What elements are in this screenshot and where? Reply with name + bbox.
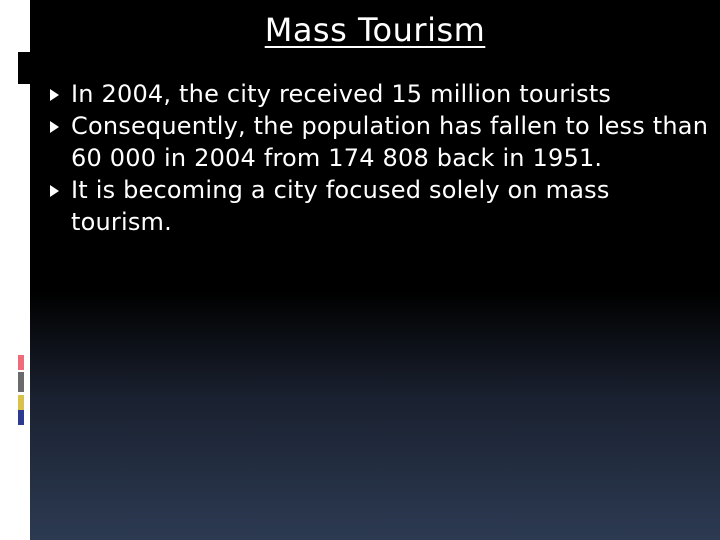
bullet-text: It is becoming a city focused solely on mass tourism. xyxy=(71,176,610,236)
bullet-text: In 2004, the city received 15 million tourists xyxy=(71,80,612,108)
triangle-bullet-icon xyxy=(50,121,59,133)
decor-bar-dark xyxy=(18,52,30,84)
triangle-bullet-icon xyxy=(50,89,59,101)
decor-bar-pink xyxy=(18,355,24,370)
decor-bar-yellow xyxy=(18,395,24,410)
decor-bar-gray xyxy=(18,372,24,392)
bullet-text: Consequently, the population has fallen to less than 60 000 in 2004 from 174 808 back in 1951. xyxy=(71,112,709,172)
triangle-bullet-icon xyxy=(50,185,59,197)
bullet-item xyxy=(48,78,714,110)
bullet-list xyxy=(48,78,714,238)
bullet-item xyxy=(48,174,714,238)
bullet-item xyxy=(48,110,714,174)
decor-bar-blue xyxy=(18,410,24,425)
slide-title: Mass Tourism xyxy=(264,11,486,49)
